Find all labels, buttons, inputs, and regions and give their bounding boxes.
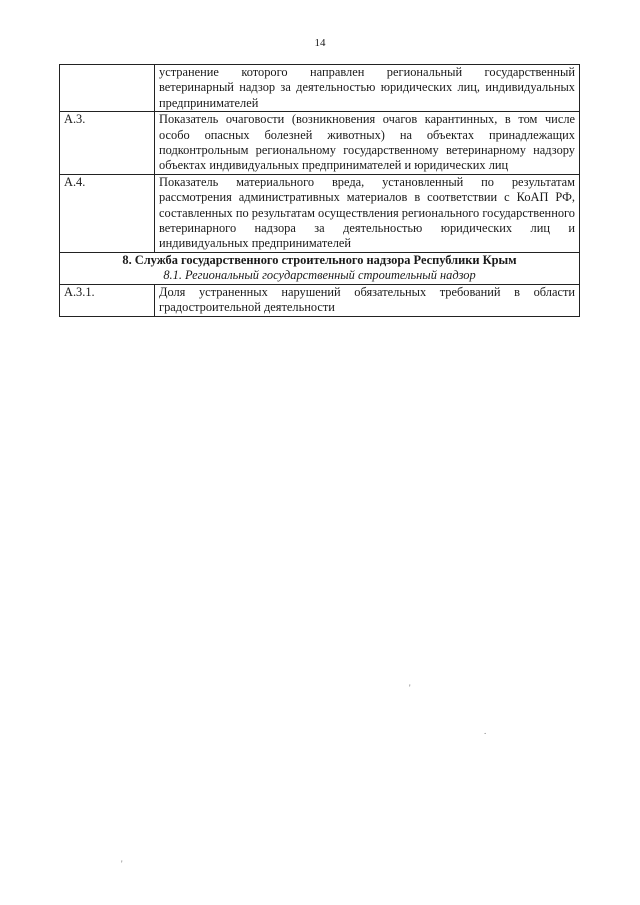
row-code: А.3. bbox=[60, 112, 155, 175]
table-row bbox=[60, 65, 580, 112]
scan-speck: ' bbox=[121, 859, 123, 869]
section-title: 8. Служба государственного строительного надзора Республики Крым bbox=[122, 252, 517, 267]
row-text: Показатель материального вреда, установленный по результатам рассмотрения административных материалов в соответствии с КоАП РФ, составленных по результатам осуществления регионального государственного ветеринарного надзора за деятельностью юридических лиц и индивидуальных предпринимателей bbox=[155, 174, 580, 252]
row-code bbox=[60, 65, 155, 112]
table-row bbox=[60, 174, 580, 252]
scan-speck: ' bbox=[409, 683, 411, 693]
row-code: А.4. bbox=[60, 174, 155, 252]
scan-speck: . bbox=[484, 726, 487, 736]
row-code: А.3.1. bbox=[60, 284, 155, 316]
section-subtitle: 8.1. Региональный государственный строительный надзор bbox=[163, 268, 476, 283]
row-text: устранение которого направлен региональный государственный ветеринарный надзор за деятельностью юридических лиц, индивидуальных предпринимателей bbox=[155, 65, 580, 112]
section-header bbox=[60, 252, 580, 284]
indicators-table bbox=[59, 64, 580, 317]
table-row bbox=[60, 284, 580, 316]
section-header-row bbox=[60, 252, 580, 284]
row-text: Показатель очаговости (возникновения очагов карантинных, в том числе особо опасных болезней животных) на объектах принадлежащих подконтрольным региональному государственному ветеринарному надзору объектах индивидуальных предпринимателей и юридических лиц bbox=[155, 112, 580, 175]
table-row bbox=[60, 112, 580, 175]
page-number: 14 bbox=[314, 37, 326, 49]
row-text: Доля устраненных нарушений обязательных требований в области градостроительной деятельности bbox=[155, 284, 580, 316]
